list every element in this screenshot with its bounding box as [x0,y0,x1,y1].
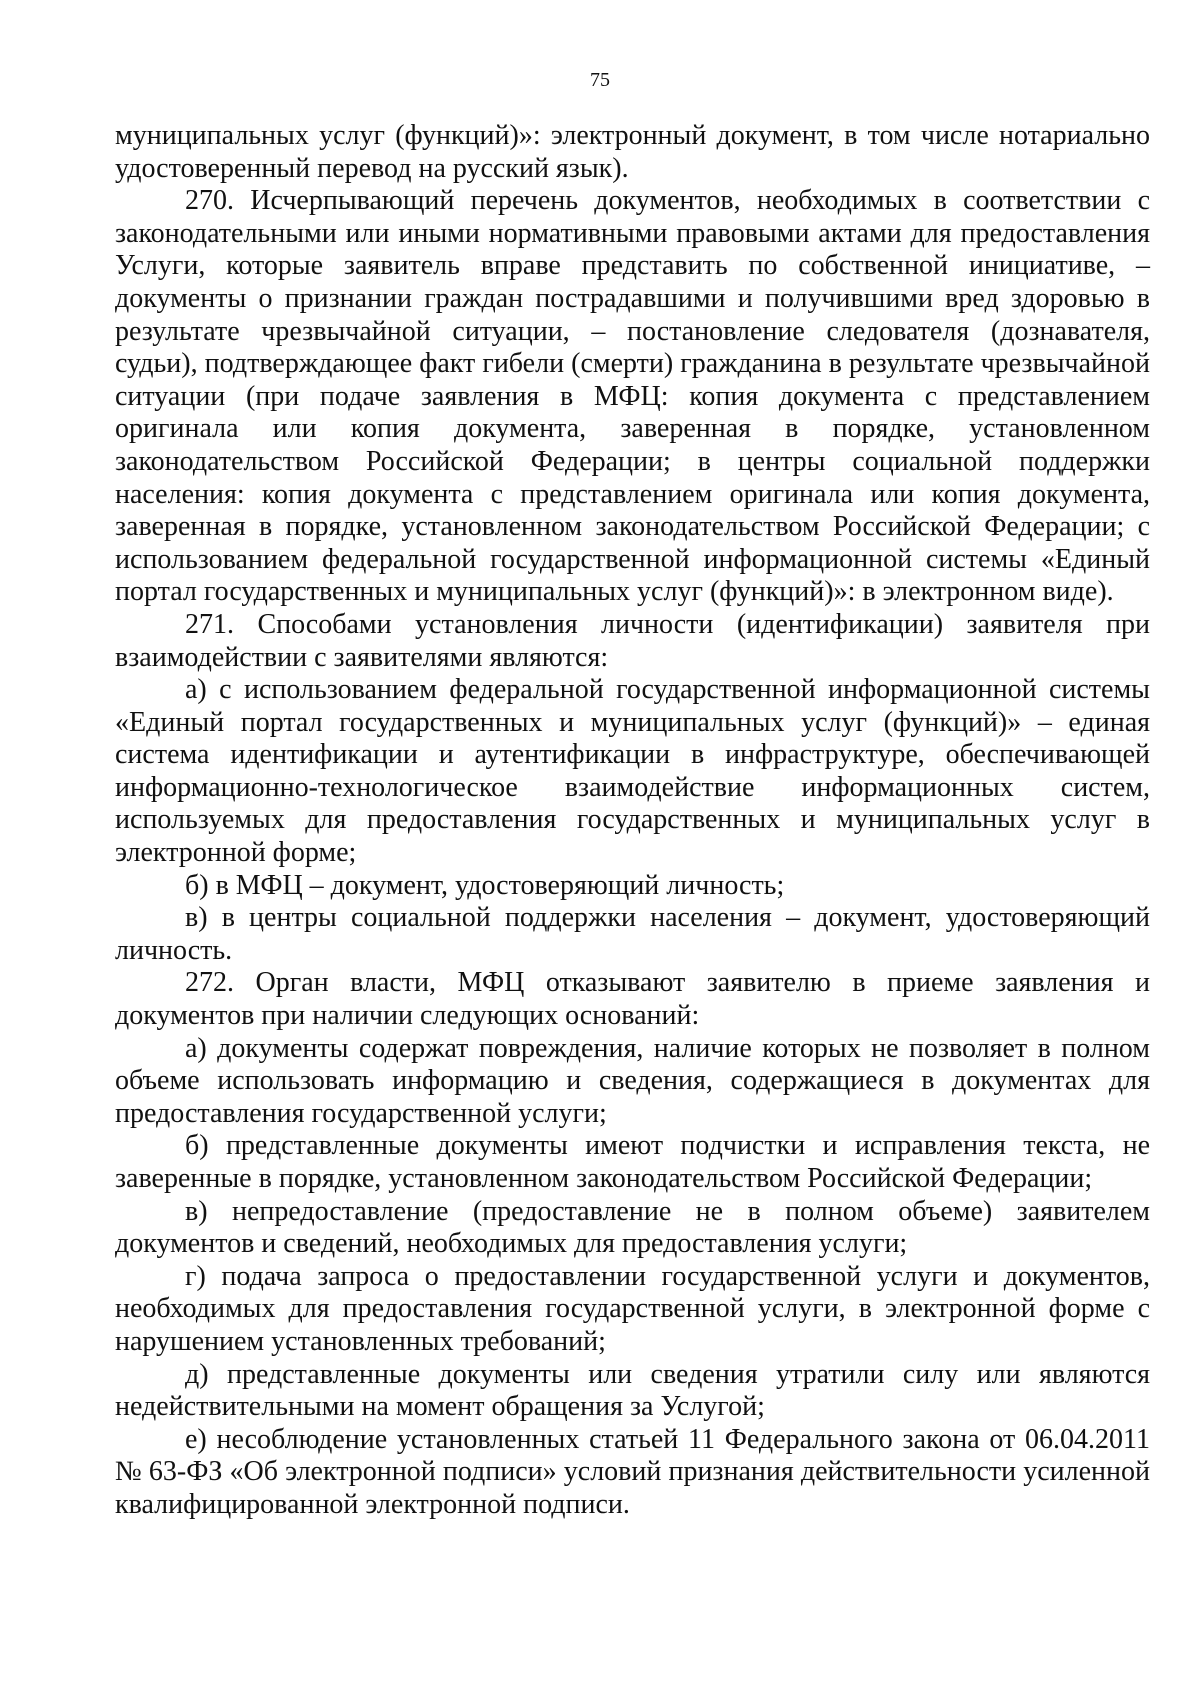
paragraph-271-b: б) в МФЦ – документ, удостоверяющий личность; [185,869,785,901]
page-number: 75 [590,69,610,91]
paragraph-272-g: г) подача запроса о предоставлении государственной услуги и документов, необходимых для предоставления государственной услуги, в электронной форме с нарушением установленных требований; [115,1260,1150,1357]
paragraph-270: 270. Исчерпывающий перечень документов, необходимых в соответствии с законодательными или иными нормативными правовыми актами для предоставления Услуги, которые заявитель вправе представить по собственной инициативе, – документы о признании граждан пострадавшими и получившими вред здоровью в результате чрезвычайной ситуации, – постановление следователя (дознавателя, судьи), подтверждающее факт гибели (смерти) гражданина в результате чрезвычайной ситуации (при подаче заявления в МФЦ: копия документа с представлением оригинала или копия документа, заверенная в порядке, установленном законодательством Российской Федерации; в центры социальной поддержки населения: копия документа с представлением оригинала или копия документа, заверенная в порядке, установленном законодательством Российской Федерации; с использованием федеральной государственной информационной системы «Единый портал государственных и муниципальных услуг (функций)»: в электронном виде). [115,185,1150,608]
paragraph-272-a: а) документы содержат повреждения, наличие которых не позволяет в полном объеме использовать информацию и сведения, содержащиеся в документах для предоставления государственной услуги; [115,1032,1150,1129]
paragraph-continuation: муниципальных услуг (функций)»: электронный документ, в том числе нотариально удостоверенный перевод на русский язык). [115,120,1150,184]
paragraph-271-a: а) с использованием федеральной государственной информационной системы «Единый портал государственных и муниципальных услуг (функций)» – единая система идентификации и аутентификации в инфраструктуре, обеспечивающей информационно-технологическое взаимодействие информационных систем, используемых для предоставления государственных и муниципальных услуг в электронной форме; [115,674,1150,869]
paragraph-272-b: б) представленные документы имеют подчистки и исправления текста, не заверенные в порядке, установленном законодательством Российской Федерации; [115,1130,1150,1194]
paragraph-272-v: в) непредоставление (предоставление не в полном объеме) заявителем документов и сведений, необходимых для предоставления услуги; [115,1195,1150,1260]
paragraph-271-v: в) в центры социальной поддержки населения – документ, удостоверяющий личность. [115,902,1150,966]
paragraph-271: 271. Способами установления личности (идентификации) заявителя при взаимодействии с заявителями являются: [115,608,1150,673]
paragraph-272-e: е) несоблюдение установленных статьей 11 Федерального закона от 06.04.2011 № 63-ФЗ «Об электронной подписи» условий признания действительности усиленной квалифицированной электронной подписи. [115,1423,1150,1520]
paragraph-272: 272. Орган власти, МФЦ отказывают заявителю в приеме заявления и документов при наличии следующих оснований: [115,967,1150,1032]
document-body [115,120,1150,1522]
paragraph-272-d: д) представленные документы или сведения утратили силу или являются недействительными на момент обращения за Услугой; [115,1358,1150,1423]
